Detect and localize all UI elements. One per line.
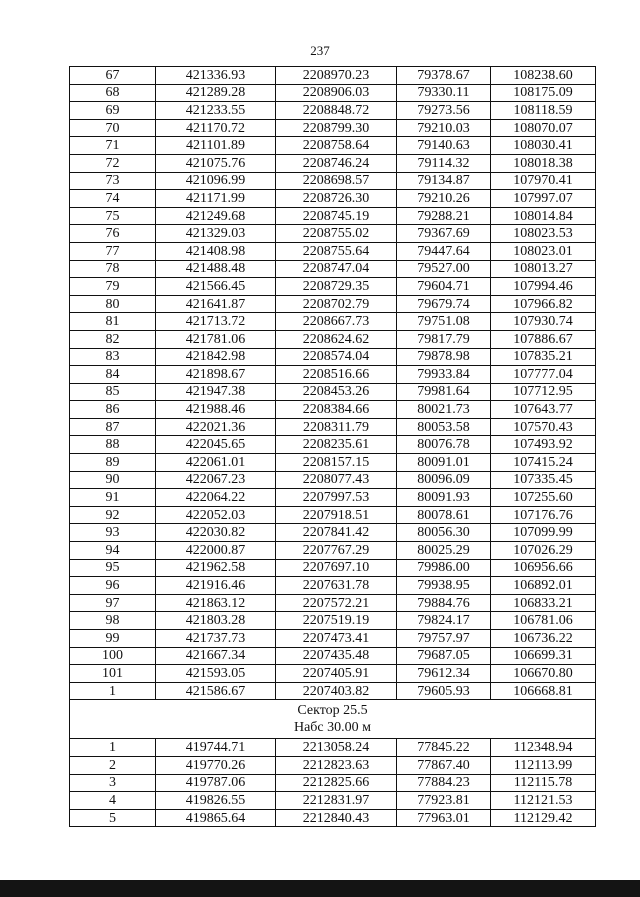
x-coordinate-cell: 421566.45 bbox=[156, 278, 276, 296]
point-number-cell: 2 bbox=[70, 756, 156, 774]
point-number-cell: 70 bbox=[70, 119, 156, 137]
sector-title: Сектор 25.5 bbox=[297, 703, 368, 719]
y-local-cell: 107930.74 bbox=[491, 313, 596, 331]
x-local-cell: 79687.05 bbox=[397, 647, 491, 665]
x-local-cell: 79604.71 bbox=[397, 278, 491, 296]
y-coordinate-cell: 2208157.15 bbox=[276, 454, 397, 472]
point-number-cell: 74 bbox=[70, 190, 156, 208]
y-coordinate-cell: 2208574.04 bbox=[276, 348, 397, 366]
x-coordinate-cell: 421075.76 bbox=[156, 154, 276, 172]
x-local-cell: 79938.95 bbox=[397, 577, 491, 595]
y-local-cell: 107886.67 bbox=[491, 330, 596, 348]
x-coordinate-cell: 421171.99 bbox=[156, 190, 276, 208]
point-number-cell: 85 bbox=[70, 383, 156, 401]
x-local-cell: 79330.11 bbox=[397, 84, 491, 102]
y-local-cell: 107415.24 bbox=[491, 454, 596, 472]
point-number-cell: 100 bbox=[70, 647, 156, 665]
point-number-cell: 67 bbox=[70, 67, 156, 85]
point-number-cell: 1 bbox=[70, 739, 156, 757]
x-coordinate-cell: 421641.87 bbox=[156, 295, 276, 313]
point-number-cell: 88 bbox=[70, 436, 156, 454]
table-row bbox=[70, 225, 596, 243]
x-coordinate-cell: 419865.64 bbox=[156, 809, 276, 827]
y-local-cell: 106699.31 bbox=[491, 647, 596, 665]
y-local-cell: 112115.78 bbox=[491, 774, 596, 792]
x-local-cell: 80053.58 bbox=[397, 418, 491, 436]
coordinates-table-body-bottom bbox=[70, 739, 596, 827]
table-row bbox=[70, 207, 596, 225]
point-number-cell: 94 bbox=[70, 542, 156, 560]
y-coordinate-cell: 2207631.78 bbox=[276, 577, 397, 595]
y-local-cell: 108118.59 bbox=[491, 102, 596, 120]
y-coordinate-cell: 2207473.41 bbox=[276, 630, 397, 648]
x-local-cell: 79273.56 bbox=[397, 102, 491, 120]
table-row bbox=[70, 278, 596, 296]
y-local-cell: 107994.46 bbox=[491, 278, 596, 296]
point-number-cell: 80 bbox=[70, 295, 156, 313]
y-local-cell: 112348.94 bbox=[491, 739, 596, 757]
x-coordinate-cell: 421488.48 bbox=[156, 260, 276, 278]
point-number-cell: 68 bbox=[70, 84, 156, 102]
y-local-cell: 108014.84 bbox=[491, 207, 596, 225]
y-local-cell: 107997.07 bbox=[491, 190, 596, 208]
y-local-cell: 106668.81 bbox=[491, 682, 596, 700]
x-local-cell: 79757.97 bbox=[397, 630, 491, 648]
x-local-cell: 79933.84 bbox=[397, 366, 491, 384]
x-coordinate-cell: 421842.98 bbox=[156, 348, 276, 366]
point-number-cell: 3 bbox=[70, 774, 156, 792]
x-local-cell: 80091.01 bbox=[397, 454, 491, 472]
table-row bbox=[70, 119, 596, 137]
y-coordinate-cell: 2208698.57 bbox=[276, 172, 397, 190]
x-local-cell: 79210.26 bbox=[397, 190, 491, 208]
point-number-cell: 86 bbox=[70, 401, 156, 419]
table-row bbox=[70, 154, 596, 172]
y-coordinate-cell: 2208755.64 bbox=[276, 242, 397, 260]
x-coordinate-cell: 419744.71 bbox=[156, 739, 276, 757]
x-coordinate-cell: 421336.93 bbox=[156, 67, 276, 85]
table-row bbox=[70, 647, 596, 665]
y-local-cell: 107643.77 bbox=[491, 401, 596, 419]
table-row bbox=[70, 348, 596, 366]
sector-header bbox=[70, 700, 596, 739]
point-number-cell: 4 bbox=[70, 792, 156, 810]
x-local-cell: 80076.78 bbox=[397, 436, 491, 454]
x-coordinate-cell: 421593.05 bbox=[156, 665, 276, 683]
point-number-cell: 89 bbox=[70, 454, 156, 472]
y-coordinate-cell: 2207519.19 bbox=[276, 612, 397, 630]
x-local-cell: 77845.22 bbox=[397, 739, 491, 757]
x-local-cell: 79884.76 bbox=[397, 594, 491, 612]
point-number-cell: 101 bbox=[70, 665, 156, 683]
y-local-cell: 107970.41 bbox=[491, 172, 596, 190]
x-coordinate-cell: 422064.22 bbox=[156, 489, 276, 507]
y-local-cell: 108023.01 bbox=[491, 242, 596, 260]
y-local-cell: 107026.29 bbox=[491, 542, 596, 560]
y-coordinate-cell: 2207997.53 bbox=[276, 489, 397, 507]
x-local-cell: 79527.00 bbox=[397, 260, 491, 278]
table-row bbox=[70, 84, 596, 102]
y-coordinate-cell: 2208235.61 bbox=[276, 436, 397, 454]
x-local-cell: 80025.29 bbox=[397, 542, 491, 560]
y-local-cell: 106956.66 bbox=[491, 559, 596, 577]
y-coordinate-cell: 2208747.04 bbox=[276, 260, 397, 278]
sector-height: Набс 30.00 м bbox=[293, 720, 372, 736]
point-number-cell: 5 bbox=[70, 809, 156, 827]
scan-bottom-edge bbox=[0, 880, 640, 897]
point-number-cell: 77 bbox=[70, 242, 156, 260]
table-row bbox=[70, 401, 596, 419]
x-local-cell: 79114.32 bbox=[397, 154, 491, 172]
x-coordinate-cell: 421916.46 bbox=[156, 577, 276, 595]
x-local-cell: 79679.74 bbox=[397, 295, 491, 313]
table-row bbox=[70, 190, 596, 208]
point-number-cell: 69 bbox=[70, 102, 156, 120]
page-number: 237 bbox=[310, 43, 330, 58]
x-coordinate-cell: 421249.68 bbox=[156, 207, 276, 225]
table-row bbox=[70, 137, 596, 155]
y-coordinate-cell: 2208702.79 bbox=[276, 295, 397, 313]
x-local-cell: 79140.63 bbox=[397, 137, 491, 155]
x-local-cell: 79878.98 bbox=[397, 348, 491, 366]
y-coordinate-cell: 2207403.82 bbox=[276, 682, 397, 700]
point-number-cell: 95 bbox=[70, 559, 156, 577]
table-row bbox=[70, 102, 596, 120]
x-coordinate-cell: 422000.87 bbox=[156, 542, 276, 560]
sector-header-row bbox=[70, 700, 596, 739]
y-coordinate-cell: 2208077.43 bbox=[276, 471, 397, 489]
x-coordinate-cell: 421096.99 bbox=[156, 172, 276, 190]
x-local-cell: 79378.67 bbox=[397, 67, 491, 85]
y-local-cell: 108070.07 bbox=[491, 119, 596, 137]
table-row bbox=[70, 792, 596, 810]
point-number-cell: 81 bbox=[70, 313, 156, 331]
table-row bbox=[70, 739, 596, 757]
point-number-cell: 93 bbox=[70, 524, 156, 542]
table-row bbox=[70, 471, 596, 489]
point-number-cell: 72 bbox=[70, 154, 156, 172]
x-coordinate-cell: 421170.72 bbox=[156, 119, 276, 137]
x-coordinate-cell: 419770.26 bbox=[156, 756, 276, 774]
x-local-cell: 79986.00 bbox=[397, 559, 491, 577]
y-coordinate-cell: 2208848.72 bbox=[276, 102, 397, 120]
y-coordinate-cell: 2208745.19 bbox=[276, 207, 397, 225]
table-row bbox=[70, 682, 596, 700]
y-coordinate-cell: 2208758.64 bbox=[276, 137, 397, 155]
x-local-cell: 79210.03 bbox=[397, 119, 491, 137]
table-row bbox=[70, 542, 596, 560]
point-number-cell: 99 bbox=[70, 630, 156, 648]
y-coordinate-cell: 2212840.43 bbox=[276, 809, 397, 827]
y-local-cell: 108030.41 bbox=[491, 137, 596, 155]
point-number-cell: 82 bbox=[70, 330, 156, 348]
y-coordinate-cell: 2208729.35 bbox=[276, 278, 397, 296]
y-local-cell: 107255.60 bbox=[491, 489, 596, 507]
x-local-cell: 79447.64 bbox=[397, 242, 491, 260]
point-number-cell: 76 bbox=[70, 225, 156, 243]
table-row bbox=[70, 809, 596, 827]
y-local-cell: 107335.45 bbox=[491, 471, 596, 489]
y-coordinate-cell: 2208516.66 bbox=[276, 366, 397, 384]
y-coordinate-cell: 2207918.51 bbox=[276, 506, 397, 524]
x-coordinate-cell: 422067.23 bbox=[156, 471, 276, 489]
x-coordinate-cell: 422045.65 bbox=[156, 436, 276, 454]
x-coordinate-cell: 421737.73 bbox=[156, 630, 276, 648]
y-local-cell: 106781.06 bbox=[491, 612, 596, 630]
y-local-cell: 107570.43 bbox=[491, 418, 596, 436]
table-row bbox=[70, 612, 596, 630]
x-local-cell: 77867.40 bbox=[397, 756, 491, 774]
y-local-cell: 106892.01 bbox=[491, 577, 596, 595]
sector-header-section bbox=[70, 700, 596, 739]
point-number-cell: 90 bbox=[70, 471, 156, 489]
x-coordinate-cell: 421713.72 bbox=[156, 313, 276, 331]
x-local-cell: 79981.64 bbox=[397, 383, 491, 401]
table-row bbox=[70, 418, 596, 436]
x-coordinate-cell: 421408.98 bbox=[156, 242, 276, 260]
y-local-cell: 107176.76 bbox=[491, 506, 596, 524]
point-number-cell: 78 bbox=[70, 260, 156, 278]
y-coordinate-cell: 2208624.62 bbox=[276, 330, 397, 348]
x-coordinate-cell: 421329.03 bbox=[156, 225, 276, 243]
x-local-cell: 80078.61 bbox=[397, 506, 491, 524]
x-coordinate-cell: 421667.34 bbox=[156, 647, 276, 665]
point-number-cell: 71 bbox=[70, 137, 156, 155]
x-local-cell: 79612.34 bbox=[397, 665, 491, 683]
table-row bbox=[70, 489, 596, 507]
y-local-cell: 107493.92 bbox=[491, 436, 596, 454]
x-coordinate-cell: 421586.67 bbox=[156, 682, 276, 700]
x-coordinate-cell: 421863.12 bbox=[156, 594, 276, 612]
point-number-cell: 75 bbox=[70, 207, 156, 225]
y-local-cell: 112129.42 bbox=[491, 809, 596, 827]
table-row bbox=[70, 630, 596, 648]
x-local-cell: 80096.09 bbox=[397, 471, 491, 489]
table-row bbox=[70, 594, 596, 612]
y-local-cell: 112121.53 bbox=[491, 792, 596, 810]
x-local-cell: 80021.73 bbox=[397, 401, 491, 419]
y-local-cell: 108018.38 bbox=[491, 154, 596, 172]
table-row bbox=[70, 774, 596, 792]
y-coordinate-cell: 2208726.30 bbox=[276, 190, 397, 208]
y-coordinate-cell: 2213058.24 bbox=[276, 739, 397, 757]
y-coordinate-cell: 2208906.03 bbox=[276, 84, 397, 102]
table-row bbox=[70, 67, 596, 85]
x-local-cell: 77963.01 bbox=[397, 809, 491, 827]
point-number-cell: 91 bbox=[70, 489, 156, 507]
point-number-cell: 73 bbox=[70, 172, 156, 190]
table-row bbox=[70, 242, 596, 260]
y-local-cell: 107712.95 bbox=[491, 383, 596, 401]
x-coordinate-cell: 421101.89 bbox=[156, 137, 276, 155]
point-number-cell: 96 bbox=[70, 577, 156, 595]
table-row bbox=[70, 665, 596, 683]
x-coordinate-cell: 421947.38 bbox=[156, 383, 276, 401]
x-coordinate-cell: 422061.01 bbox=[156, 454, 276, 472]
y-coordinate-cell: 2207405.91 bbox=[276, 665, 397, 683]
table-row bbox=[70, 383, 596, 401]
point-number-cell: 84 bbox=[70, 366, 156, 384]
x-coordinate-cell: 421781.06 bbox=[156, 330, 276, 348]
y-local-cell: 112113.99 bbox=[491, 756, 596, 774]
x-coordinate-cell: 421233.55 bbox=[156, 102, 276, 120]
x-coordinate-cell: 419826.55 bbox=[156, 792, 276, 810]
y-coordinate-cell: 2212825.66 bbox=[276, 774, 397, 792]
coordinates-table bbox=[69, 66, 596, 827]
table-row bbox=[70, 295, 596, 313]
x-coordinate-cell: 421289.28 bbox=[156, 84, 276, 102]
table-row bbox=[70, 260, 596, 278]
point-number-cell: 98 bbox=[70, 612, 156, 630]
table-row bbox=[70, 524, 596, 542]
table-row bbox=[70, 577, 596, 595]
y-coordinate-cell: 2212823.63 bbox=[276, 756, 397, 774]
y-coordinate-cell: 2212831.97 bbox=[276, 792, 397, 810]
x-local-cell: 77923.81 bbox=[397, 792, 491, 810]
table-row bbox=[70, 559, 596, 577]
y-local-cell: 108175.09 bbox=[491, 84, 596, 102]
y-local-cell: 106670.80 bbox=[491, 665, 596, 683]
x-local-cell: 79751.08 bbox=[397, 313, 491, 331]
y-local-cell: 107835.21 bbox=[491, 348, 596, 366]
x-local-cell: 79288.21 bbox=[397, 207, 491, 225]
point-number-cell: 83 bbox=[70, 348, 156, 366]
x-coordinate-cell: 422052.03 bbox=[156, 506, 276, 524]
table-row bbox=[70, 366, 596, 384]
y-coordinate-cell: 2208667.73 bbox=[276, 313, 397, 331]
table-row bbox=[70, 436, 596, 454]
table-row bbox=[70, 756, 596, 774]
point-number-cell: 97 bbox=[70, 594, 156, 612]
point-number-cell: 87 bbox=[70, 418, 156, 436]
y-coordinate-cell: 2208755.02 bbox=[276, 225, 397, 243]
point-number-cell: 92 bbox=[70, 506, 156, 524]
table-row bbox=[70, 313, 596, 331]
y-coordinate-cell: 2208384.66 bbox=[276, 401, 397, 419]
y-coordinate-cell: 2208311.79 bbox=[276, 418, 397, 436]
x-local-cell: 79817.79 bbox=[397, 330, 491, 348]
y-coordinate-cell: 2208453.26 bbox=[276, 383, 397, 401]
y-coordinate-cell: 2207435.48 bbox=[276, 647, 397, 665]
x-local-cell: 77884.23 bbox=[397, 774, 491, 792]
x-coordinate-cell: 421803.28 bbox=[156, 612, 276, 630]
point-number-cell: 79 bbox=[70, 278, 156, 296]
y-local-cell: 107966.82 bbox=[491, 295, 596, 313]
x-coordinate-cell: 421962.58 bbox=[156, 559, 276, 577]
y-coordinate-cell: 2207841.42 bbox=[276, 524, 397, 542]
y-coordinate-cell: 2208746.24 bbox=[276, 154, 397, 172]
y-local-cell: 107099.99 bbox=[491, 524, 596, 542]
y-local-cell: 108013.27 bbox=[491, 260, 596, 278]
x-local-cell: 79824.17 bbox=[397, 612, 491, 630]
x-coordinate-cell: 421988.46 bbox=[156, 401, 276, 419]
y-local-cell: 107777.04 bbox=[491, 366, 596, 384]
y-coordinate-cell: 2208799.30 bbox=[276, 119, 397, 137]
y-local-cell: 106736.22 bbox=[491, 630, 596, 648]
x-local-cell: 79367.69 bbox=[397, 225, 491, 243]
coordinates-table-body-top bbox=[70, 67, 596, 700]
y-local-cell: 108238.60 bbox=[491, 67, 596, 85]
y-coordinate-cell: 2207767.29 bbox=[276, 542, 397, 560]
table-row bbox=[70, 330, 596, 348]
point-number-cell: 1 bbox=[70, 682, 156, 700]
y-local-cell: 108023.53 bbox=[491, 225, 596, 243]
x-coordinate-cell: 422030.82 bbox=[156, 524, 276, 542]
y-coordinate-cell: 2208970.23 bbox=[276, 67, 397, 85]
y-coordinate-cell: 2207697.10 bbox=[276, 559, 397, 577]
x-local-cell: 80056.30 bbox=[397, 524, 491, 542]
y-coordinate-cell: 2207572.21 bbox=[276, 594, 397, 612]
x-coordinate-cell: 422021.36 bbox=[156, 418, 276, 436]
y-local-cell: 106833.21 bbox=[491, 594, 596, 612]
x-coordinate-cell: 421898.67 bbox=[156, 366, 276, 384]
x-local-cell: 79605.93 bbox=[397, 682, 491, 700]
x-local-cell: 80091.93 bbox=[397, 489, 491, 507]
x-coordinate-cell: 419787.06 bbox=[156, 774, 276, 792]
table-row bbox=[70, 172, 596, 190]
x-local-cell: 79134.87 bbox=[397, 172, 491, 190]
table-row bbox=[70, 506, 596, 524]
table-row bbox=[70, 454, 596, 472]
